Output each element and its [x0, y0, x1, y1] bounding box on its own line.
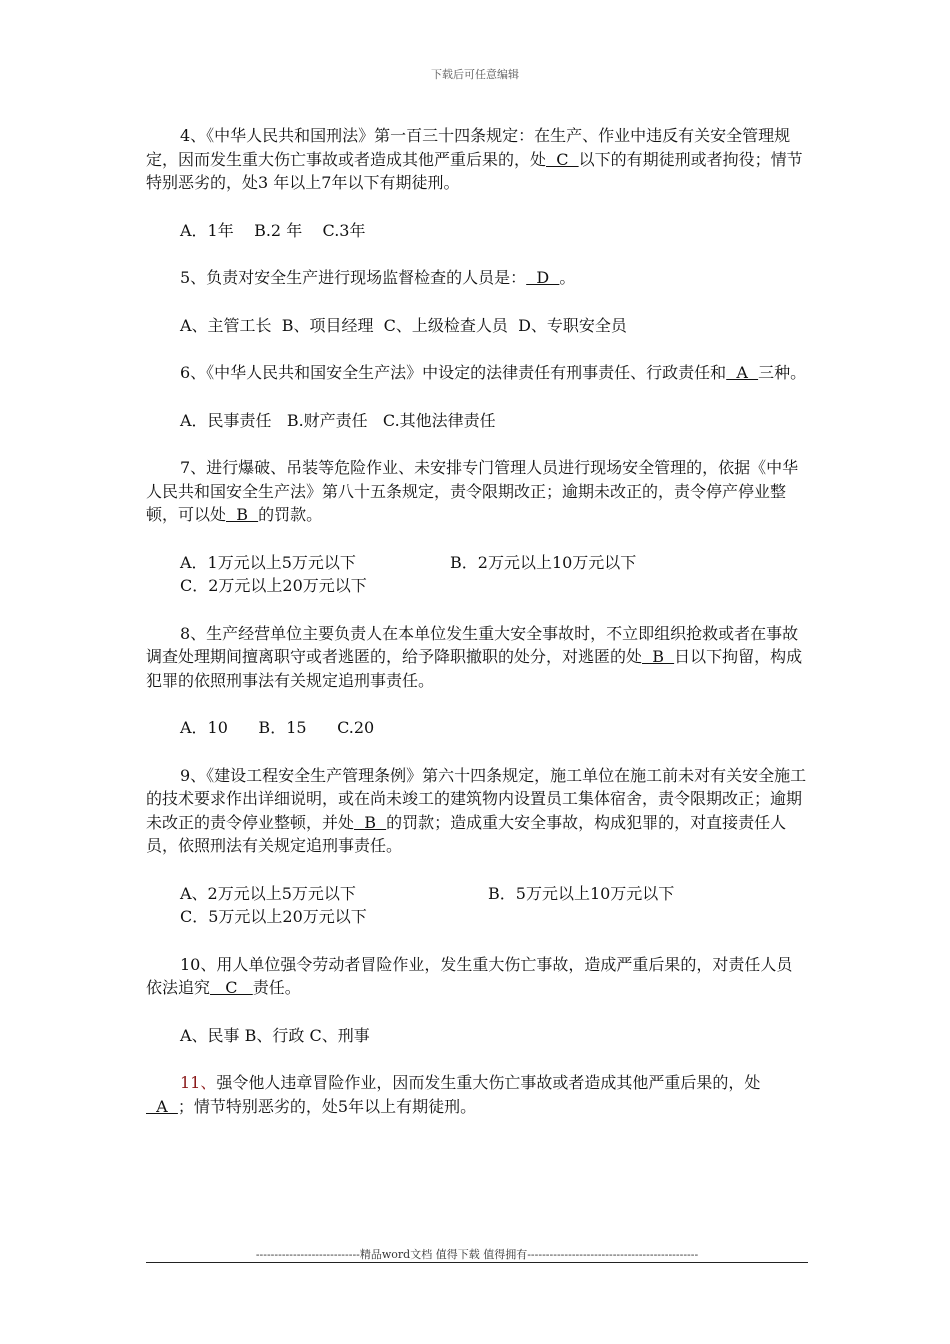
q9-options-row — [146, 882, 808, 906]
q4-answer: C — [546, 149, 579, 169]
q7-answer: B — [226, 505, 259, 524]
question-4 — [146, 124, 808, 195]
q4-text-post: 以下的有期徒刑或者拘役；情节特别恶劣的，处3 年以上7年以下有期徒刑。 — [146, 149, 803, 192]
question-7 — [146, 456, 808, 527]
q9-text-pre: 9、《建设工程安全生产管理条例》第六十四条规定，施工单位在施工前未对有关安全施工的技术要求作出详细说明，或在尚未竣工的建筑物内设置员工集体宿舍，责令限期改正；逾期未改正的责令停业整顿，并处 — [146, 765, 807, 832]
question-9 — [146, 764, 808, 858]
q6-text-pre: 6、《中华人民共和国安全生产法》中设定的法律责任有刑事责任、行政责任和 — [180, 363, 727, 382]
q7-options-row — [146, 551, 808, 575]
q11-answer: A — [146, 1096, 178, 1116]
q9-option-c: C．5万元以上20万元以下 — [180, 907, 367, 926]
q7-option-c: C．2万元以上20万元以下 — [180, 576, 367, 595]
q7-option-a: A．1万元以上5万元以下 — [180, 552, 356, 572]
q9-option-a: A、2万元以上5万元以下 — [180, 883, 356, 903]
page-header: 下载后可任意编辑 — [431, 68, 519, 81]
q6-options: A．民事责任 B.财产责任 C.其他法律责任 — [180, 410, 496, 430]
question-10 — [146, 953, 808, 1000]
question-5 — [146, 266, 808, 290]
q7-text-pre: 7、进行爆破、吊装等危险作业、未安排专门管理人员进行现场安全管理的，依据《中华人民共和国安全生产法》第八十五条规定，责令限期改正；逾期未改正的，责令停产停业整顿，可以处 — [146, 458, 799, 524]
q10-text-post: 责任。 — [252, 978, 301, 997]
q5-options: A、主管工长 B、项目经理 C、上级检查人员 D、专职安全员 — [180, 315, 627, 335]
q11-text-pre: 强令他人违章冒险作业，因而发生重大伤亡事故或者造成其他严重后果的，处 — [216, 1073, 761, 1092]
q10-answer: C — [210, 978, 253, 997]
q4-options: A．1年 B.2 年 C.3年 — [180, 220, 366, 240]
q8-text-pre: 8、生产经营单位主要负责人在本单位发生重大安全事故时，不立即组织抢救或者在事故调查处理期间擅离职守或者逃匿的，给予降职撤职的处分，对逃匿的处 — [146, 623, 799, 666]
q9-option-b: B．5万元以上10万元以下 — [488, 883, 675, 903]
q6-text-post: 三种。 — [758, 363, 807, 382]
q7-text-post: 的罚款。 — [258, 505, 323, 524]
q9-answer: B — [354, 812, 387, 832]
q5-text-pre: 5、负责对安全生产进行现场监督检查的人员是： — [180, 268, 527, 287]
q11-number: 11、 — [180, 1073, 217, 1092]
footer-divider — [146, 1262, 808, 1263]
q10-options: A、民事 B、行政 C、刑事 — [180, 1025, 370, 1045]
q5-text-post: 。 — [559, 268, 576, 287]
q9-text-post: 的罚款；造成重大安全事故，构成犯罪的，对直接责任人员，依照刑法有关规定追刑事责任。 — [146, 812, 787, 855]
q11-text-post: ；情节特别恶劣的，处5年以上有期徒刑。 — [177, 1096, 477, 1116]
q7-option-b: B．2万元以上10万元以下 — [450, 552, 637, 572]
q8-options: A．10 B．15 C.20 — [180, 718, 375, 737]
q8-text-post: 日以下拘留，构成犯罪的依照刑事法有关规定追刑事责任。 — [146, 647, 803, 690]
q5-answer: D — [526, 268, 560, 287]
page-footer: ----------------------------精品word文档 值得下载 值得拥有---------------------------------------------- — [255, 1248, 699, 1261]
q10-text-pre: 10、用人单位强令劳动者冒险作业，发生重大伤亡事故，造成严重后果的，对责任人员依法追究 — [146, 954, 793, 997]
question-11 — [146, 1071, 808, 1118]
question-6 — [146, 361, 808, 385]
q4-text-pre: 4、《中华人民共和国刑法》第一百三十四条规定：在生产、作业中违反有关安全管理规定，因而发生重大伤亡事故或者造成其他严重后果的，处 — [146, 126, 791, 169]
question-8 — [146, 622, 808, 693]
q8-answer: B — [642, 647, 675, 666]
document-body — [146, 124, 808, 1118]
q6-answer: A — [726, 363, 759, 382]
